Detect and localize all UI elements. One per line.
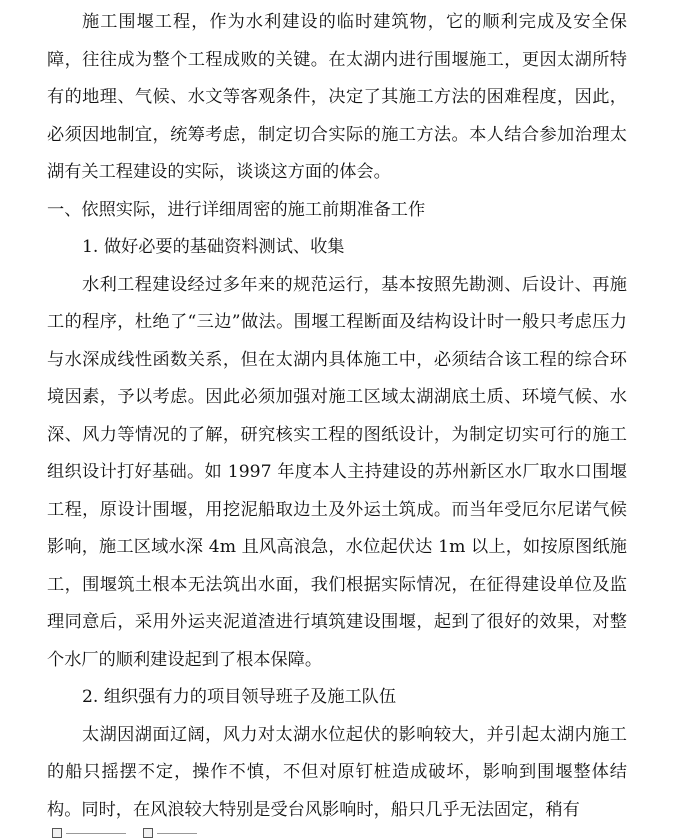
page-view-icon[interactable] [52,828,62,838]
subsection-heading-1: 1. 做好必要的基础资料测试、收集 [82,237,345,257]
intro-paragraph: 施工围堰工程，作为水利建设的临时建筑物，它的顺利完成及安全保障，往往成为整个工程成败的关键。在太湖内进行围堰施工，更因太湖所特有的地理、气候、水文等客观条件，决定了其施工方法的困难程度，因此，必须因地制宜，统筹考虑，制定切合实际的施工方法。本人结合参加治理太湖有关工程建设的实际，谈谈这方面的体会。 [47,12,627,182]
document-body [47,4,627,829]
bottom-status-strip [0,826,697,840]
body-paragraph-1: 水利工程建设经过多年来的规范运行，基本按照先勘测、后设计、再施工的程序，杜绝了“三边”做法。围堰工程断面及结构设计时一般只考虑压力与水深成线性函数关系，但在太湖内具体施工中，必须结合该工程的综合环境因素，予以考虑。因此必须加强对施工区域太湖湖底土质、环境气候、水深、风力等情况的了解，研究核实工程的图纸设计，为制定切实可行的施工组织设计打好基础。如 1997 年度本人主持建设的苏州新区水厂取水口围堰工程，原设计围堰，用挖泥船取边土及外运土筑成。而当年受厄尔尼诺气候影响，施工区域水深 4m 且风高浪急，水位起伏达 1m 以上，如按原图纸施工，围堰筑土根本无法筑出水面，我们根据实际情况，在征得建设单位及监理同意后，采用外运夹泥道渣进行填筑建设围堰，起到了很好的效果，对整个水厂的顺利建设起到了根本保障。 [47,274,627,670]
document-icon[interactable] [143,828,153,838]
section-heading-1: 一、依照实际，进行详细周密的施工前期准备工作 [47,199,426,220]
status-divider [157,833,197,834]
body-paragraph-2: 太湖因湖面辽阔，风力对太湖水位起伏的影响较大，并引起太湖内施工的船只摇摆不定，操作不慎，不但对原钉桩造成破坏，影响到围堰整体结构。同时，在风浪较大特别是受台风影响时，船只几乎无法固定，稍有 [47,724,627,820]
status-divider [66,833,126,834]
subsection-heading-2: 2. 组织强有力的项目领导班子及施工队伍 [82,687,397,707]
